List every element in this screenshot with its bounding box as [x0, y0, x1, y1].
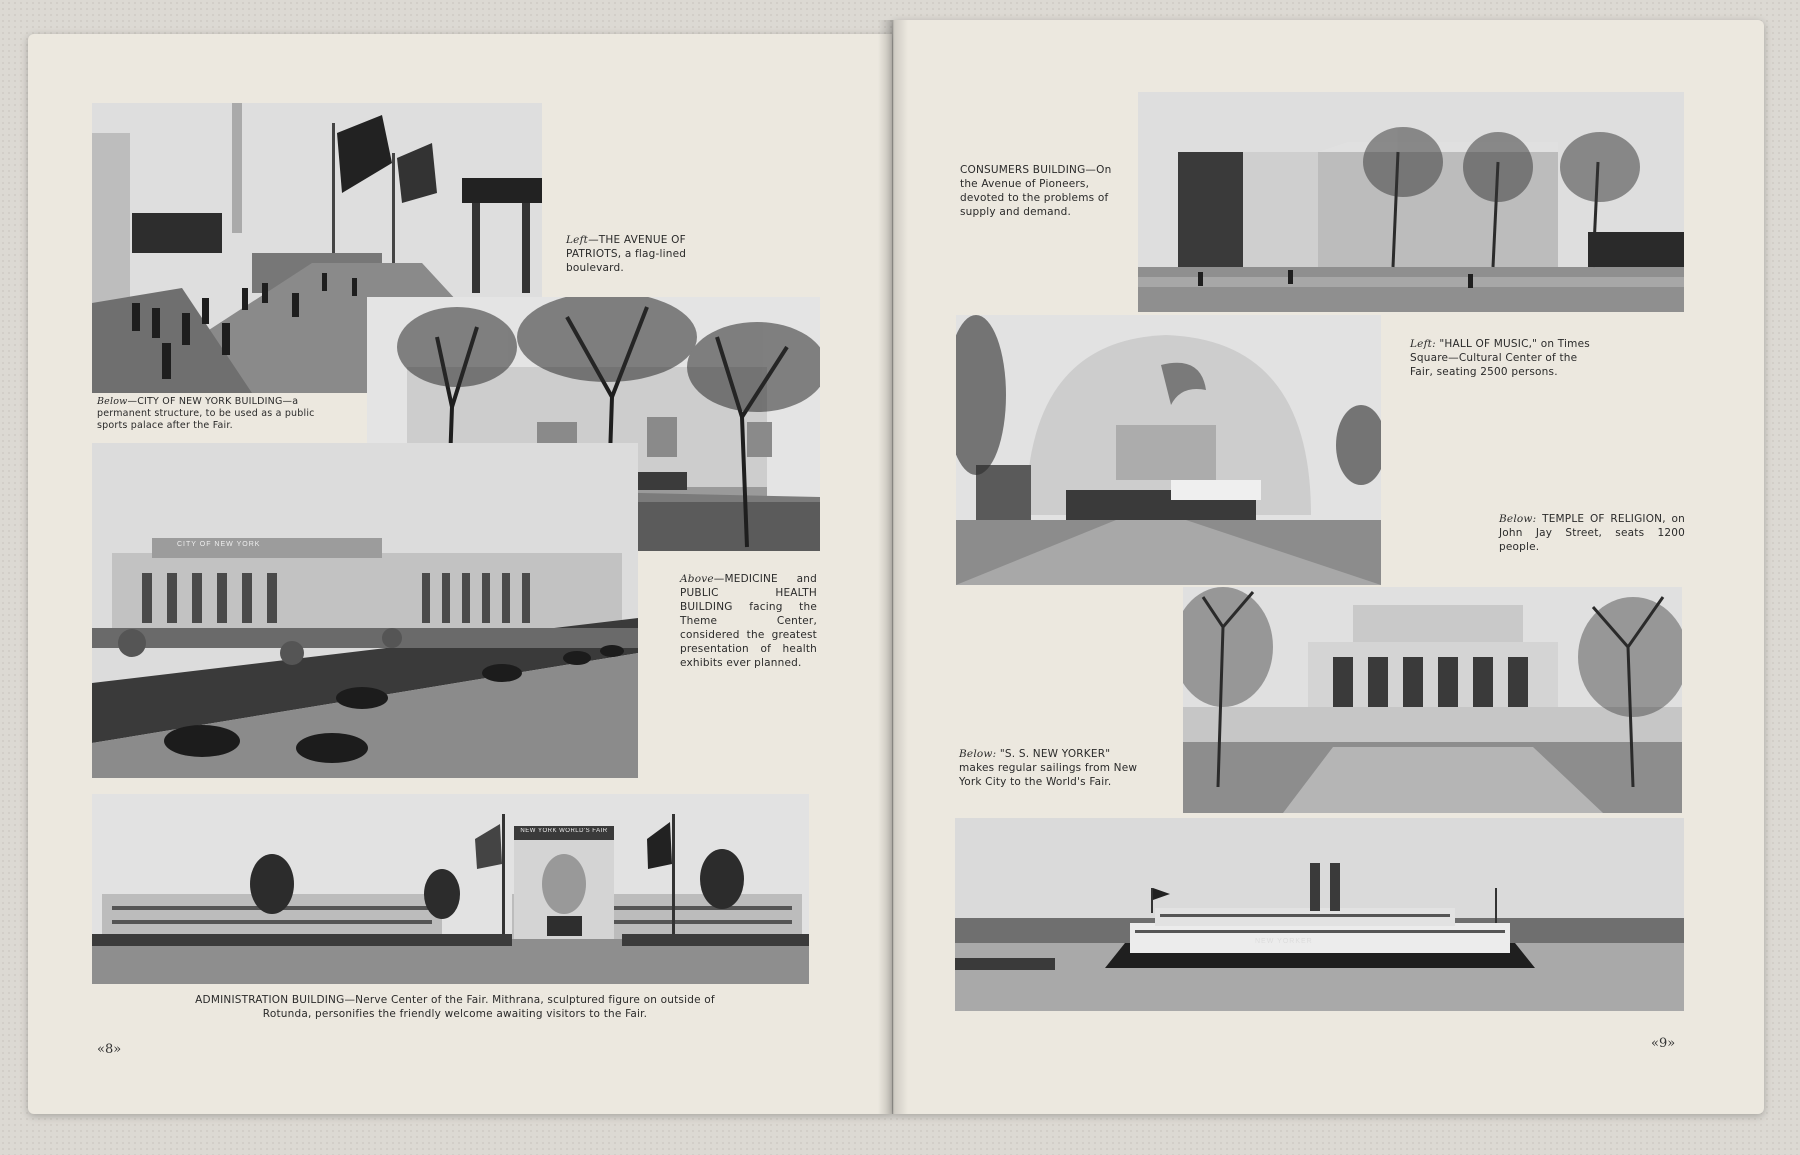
caption-text: "S. S. NEW YORKER" makes regular sailings from New York City to the World's Fair.: [959, 748, 1138, 788]
photo-sign-ship-name: NEW YORKER: [1255, 938, 1313, 945]
photo-sign-admin-rotunda: NEW YORK WORLD'S FAIR: [520, 828, 608, 834]
caption-text: TEMPLE OF RELIGION, on John Jay Street, seats 1200 people.: [1499, 513, 1685, 553]
caption-administration-building: [180, 993, 730, 1021]
caption-text: —THE AVENUE OF PATRIOTS, a flag-lined boulevard.: [566, 234, 687, 274]
caption-lead: Below:: [1499, 513, 1537, 525]
caption-lead: Below:: [959, 748, 997, 760]
caption-hall-of-music: [1410, 337, 1595, 379]
caption-city-of-new-york: [97, 396, 347, 432]
photo-consumers-building: [1138, 92, 1684, 312]
caption-lead: Above: [680, 573, 714, 585]
page-number-right: «9»: [1651, 1036, 1676, 1051]
caption-text: —MEDICINE and PUBLIC HEALTH BUILDING facing the Theme Center, considered the greatest presentation of health exhibits ever planned.: [680, 573, 817, 669]
photo-temple-of-religion: [1183, 587, 1682, 813]
photo-city-of-new-york-building: [92, 443, 638, 778]
caption-text: —CITY OF NEW YORK BUILDING—a permanent structure, to be used as a public sports palace after the Fair.: [97, 396, 315, 431]
caption-avenue-of-patriots: [566, 233, 736, 275]
caption-lead: Below: [97, 396, 128, 407]
page-number-left: «8»: [97, 1042, 122, 1057]
photo-administration-building: [92, 794, 809, 984]
caption-medicine-public-health: [680, 572, 817, 670]
caption-text: ADMINISTRATION BUILDING—Nerve Center of the Fair. Mithrana, sculptured figure on outside of Rotunda, personifies the friendly welcome awaiting visitors to the Fair.: [195, 994, 715, 1020]
photo-hall-of-music: [956, 315, 1381, 585]
caption-text: CONSUMERS BUILDING—On the Avenue of Pioneers, devoted to the problems of supply and demand.: [960, 164, 1112, 218]
caption-ss-new-yorker: [959, 747, 1149, 789]
photo-ss-new-yorker: [955, 818, 1684, 1011]
book-spine: [878, 20, 908, 1114]
caption-lead: Left:: [1410, 338, 1436, 350]
photo-sign-city-building: CITY OF NEW YORK: [177, 541, 261, 548]
caption-text: "HALL OF MUSIC," on Times Square—Cultural Center of the Fair, seating 2500 persons.: [1410, 338, 1590, 378]
caption-lead: Left: [566, 234, 589, 246]
caption-consumers-building: [960, 163, 1117, 219]
caption-temple-of-religion: [1499, 512, 1685, 554]
